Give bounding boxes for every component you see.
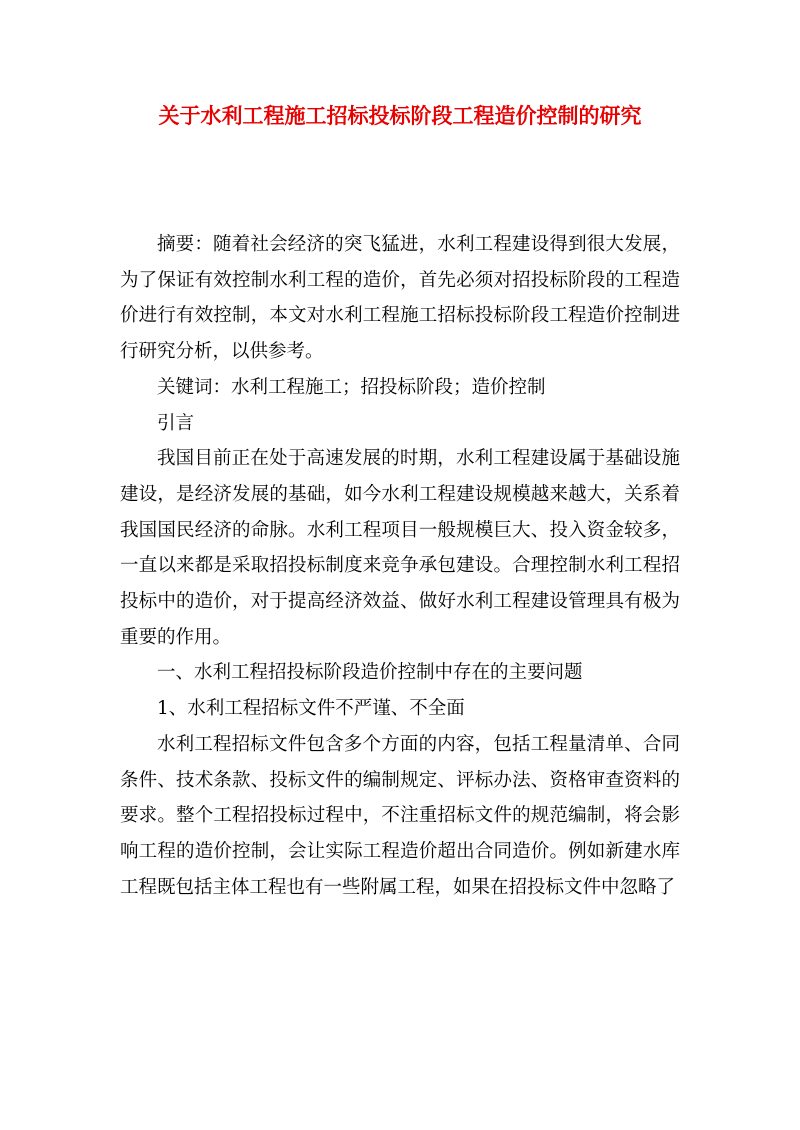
document-body xyxy=(120,227,680,905)
introduction-heading: 引言 xyxy=(157,412,195,434)
introduction-paragraph: 我国目前正在处于高速发展的时期，水利工程建设属于基础设施建设，是经济发展的基础，如今水利工程建设规模越来越大，关系着我国国民经济的命脉。水利工程项目一般规模巨大、投入资金较多，一直以来都是采取招投标制度来竞争承包建设。合理控制水利工程招投标中的造价，对于提高经济效益、做好水利工程建设管理具有极为重要的作用。 xyxy=(120,448,680,648)
abstract-paragraph: 摘要：随着社会经济的突飞猛进，水利工程建设得到很大发展，为了保证有效控制水利工程的造价，首先必须对招投标阶段的工程造价进行有效控制，本文对水利工程施工招标投标阶段工程造价控制进行研究分析，以供参考。 xyxy=(120,234,680,363)
body-paragraph: 水利工程招标文件包含多个方面的内容，包括工程量清单、合同条件、技术条款、投标文件的编制规定、评标办法、资格审查资料的要求。整个工程招投标过程中，不注重招标文件的规范编制，将会影响工程的造价控制，会让实际工程造价超出合同造价。例如新建水库工程既包括主体工程也有一些附属工程，如果在招投标文件中忽略了 xyxy=(120,733,680,898)
document-title: 关于水利工程施工招标投标阶段工程造价控制的研究 xyxy=(158,103,642,128)
subsection-heading-1-1: 1、水利工程招标文件不严谨、不全面 xyxy=(157,698,465,720)
section-heading-1: 一、水利工程招投标阶段造价控制中存在的主要问题 xyxy=(157,662,583,684)
keywords-paragraph: 关键词：水利工程施工；招投标阶段；造价控制 xyxy=(157,376,546,398)
